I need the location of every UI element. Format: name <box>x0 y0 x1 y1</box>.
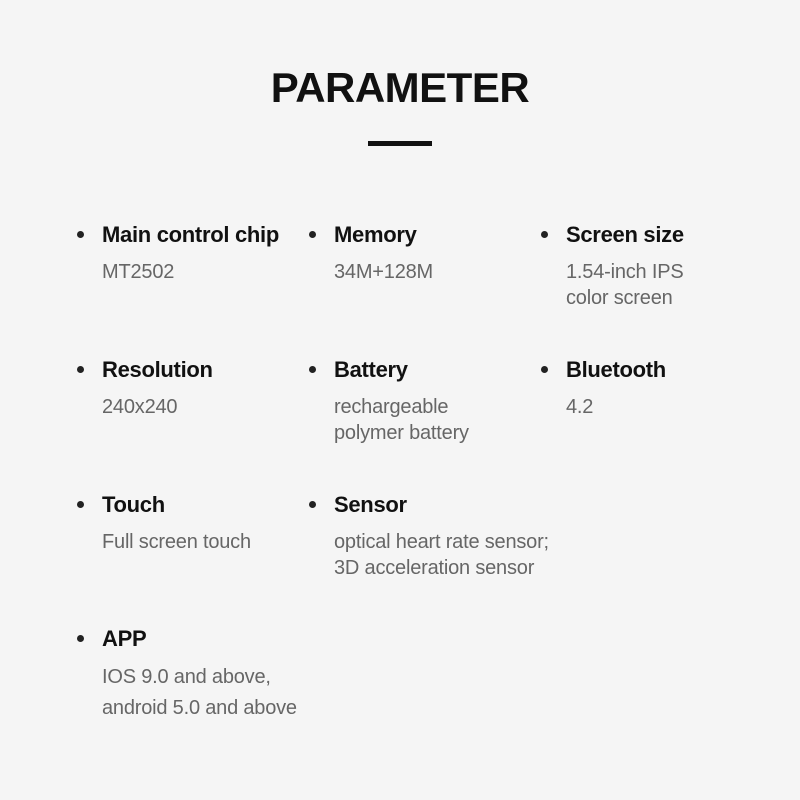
bullet-icon <box>309 231 316 238</box>
param-value-line: android 5.0 and above <box>102 697 297 719</box>
param-value-line: 4.2 <box>566 396 594 418</box>
param-value <box>334 259 433 285</box>
param-value <box>334 394 469 446</box>
param-label: Bluetooth <box>566 357 666 382</box>
param-value <box>102 259 174 285</box>
param-value-line: 1.54-inch IPS <box>566 261 684 283</box>
bullet-icon <box>77 501 84 508</box>
param-value-line: IOS 9.0 and above, <box>102 666 271 688</box>
param-label: Main control chip <box>102 222 280 247</box>
param-value-line: color screen <box>566 287 673 309</box>
bullet-icon <box>309 501 316 508</box>
param-label: Touch <box>102 492 165 517</box>
param-value <box>334 529 549 581</box>
param-label: Battery <box>334 357 408 382</box>
param-value-line: Full screen touch <box>102 531 251 553</box>
bullet-icon <box>77 231 84 238</box>
param-label: APP <box>102 626 147 651</box>
param-label: Screen size <box>566 222 684 247</box>
param-value <box>102 662 297 724</box>
param-value-line: 3D acceleration sensor <box>334 557 535 579</box>
param-value <box>566 259 683 311</box>
bullet-icon <box>541 231 548 238</box>
param-value-line: rechargeable <box>334 396 449 418</box>
param-value-line: 240x240 <box>102 396 178 418</box>
page-title: PARAMETER <box>270 64 530 111</box>
param-value <box>566 394 593 420</box>
param-value-line: MT2502 <box>102 261 175 283</box>
param-value-line: polymer battery <box>334 422 469 444</box>
param-value-line: 34M+128M <box>334 261 434 283</box>
param-label: Resolution <box>102 357 213 382</box>
param-label: Memory <box>334 222 417 247</box>
bullet-icon <box>309 366 316 373</box>
param-value <box>102 529 251 555</box>
param-label: Sensor <box>334 492 407 517</box>
param-value-line: optical heart rate sensor; <box>334 531 549 553</box>
bullet-icon <box>541 366 548 373</box>
bullet-icon <box>77 635 84 642</box>
title-underline <box>368 141 432 146</box>
bullet-icon <box>77 366 84 373</box>
param-value <box>102 394 177 420</box>
